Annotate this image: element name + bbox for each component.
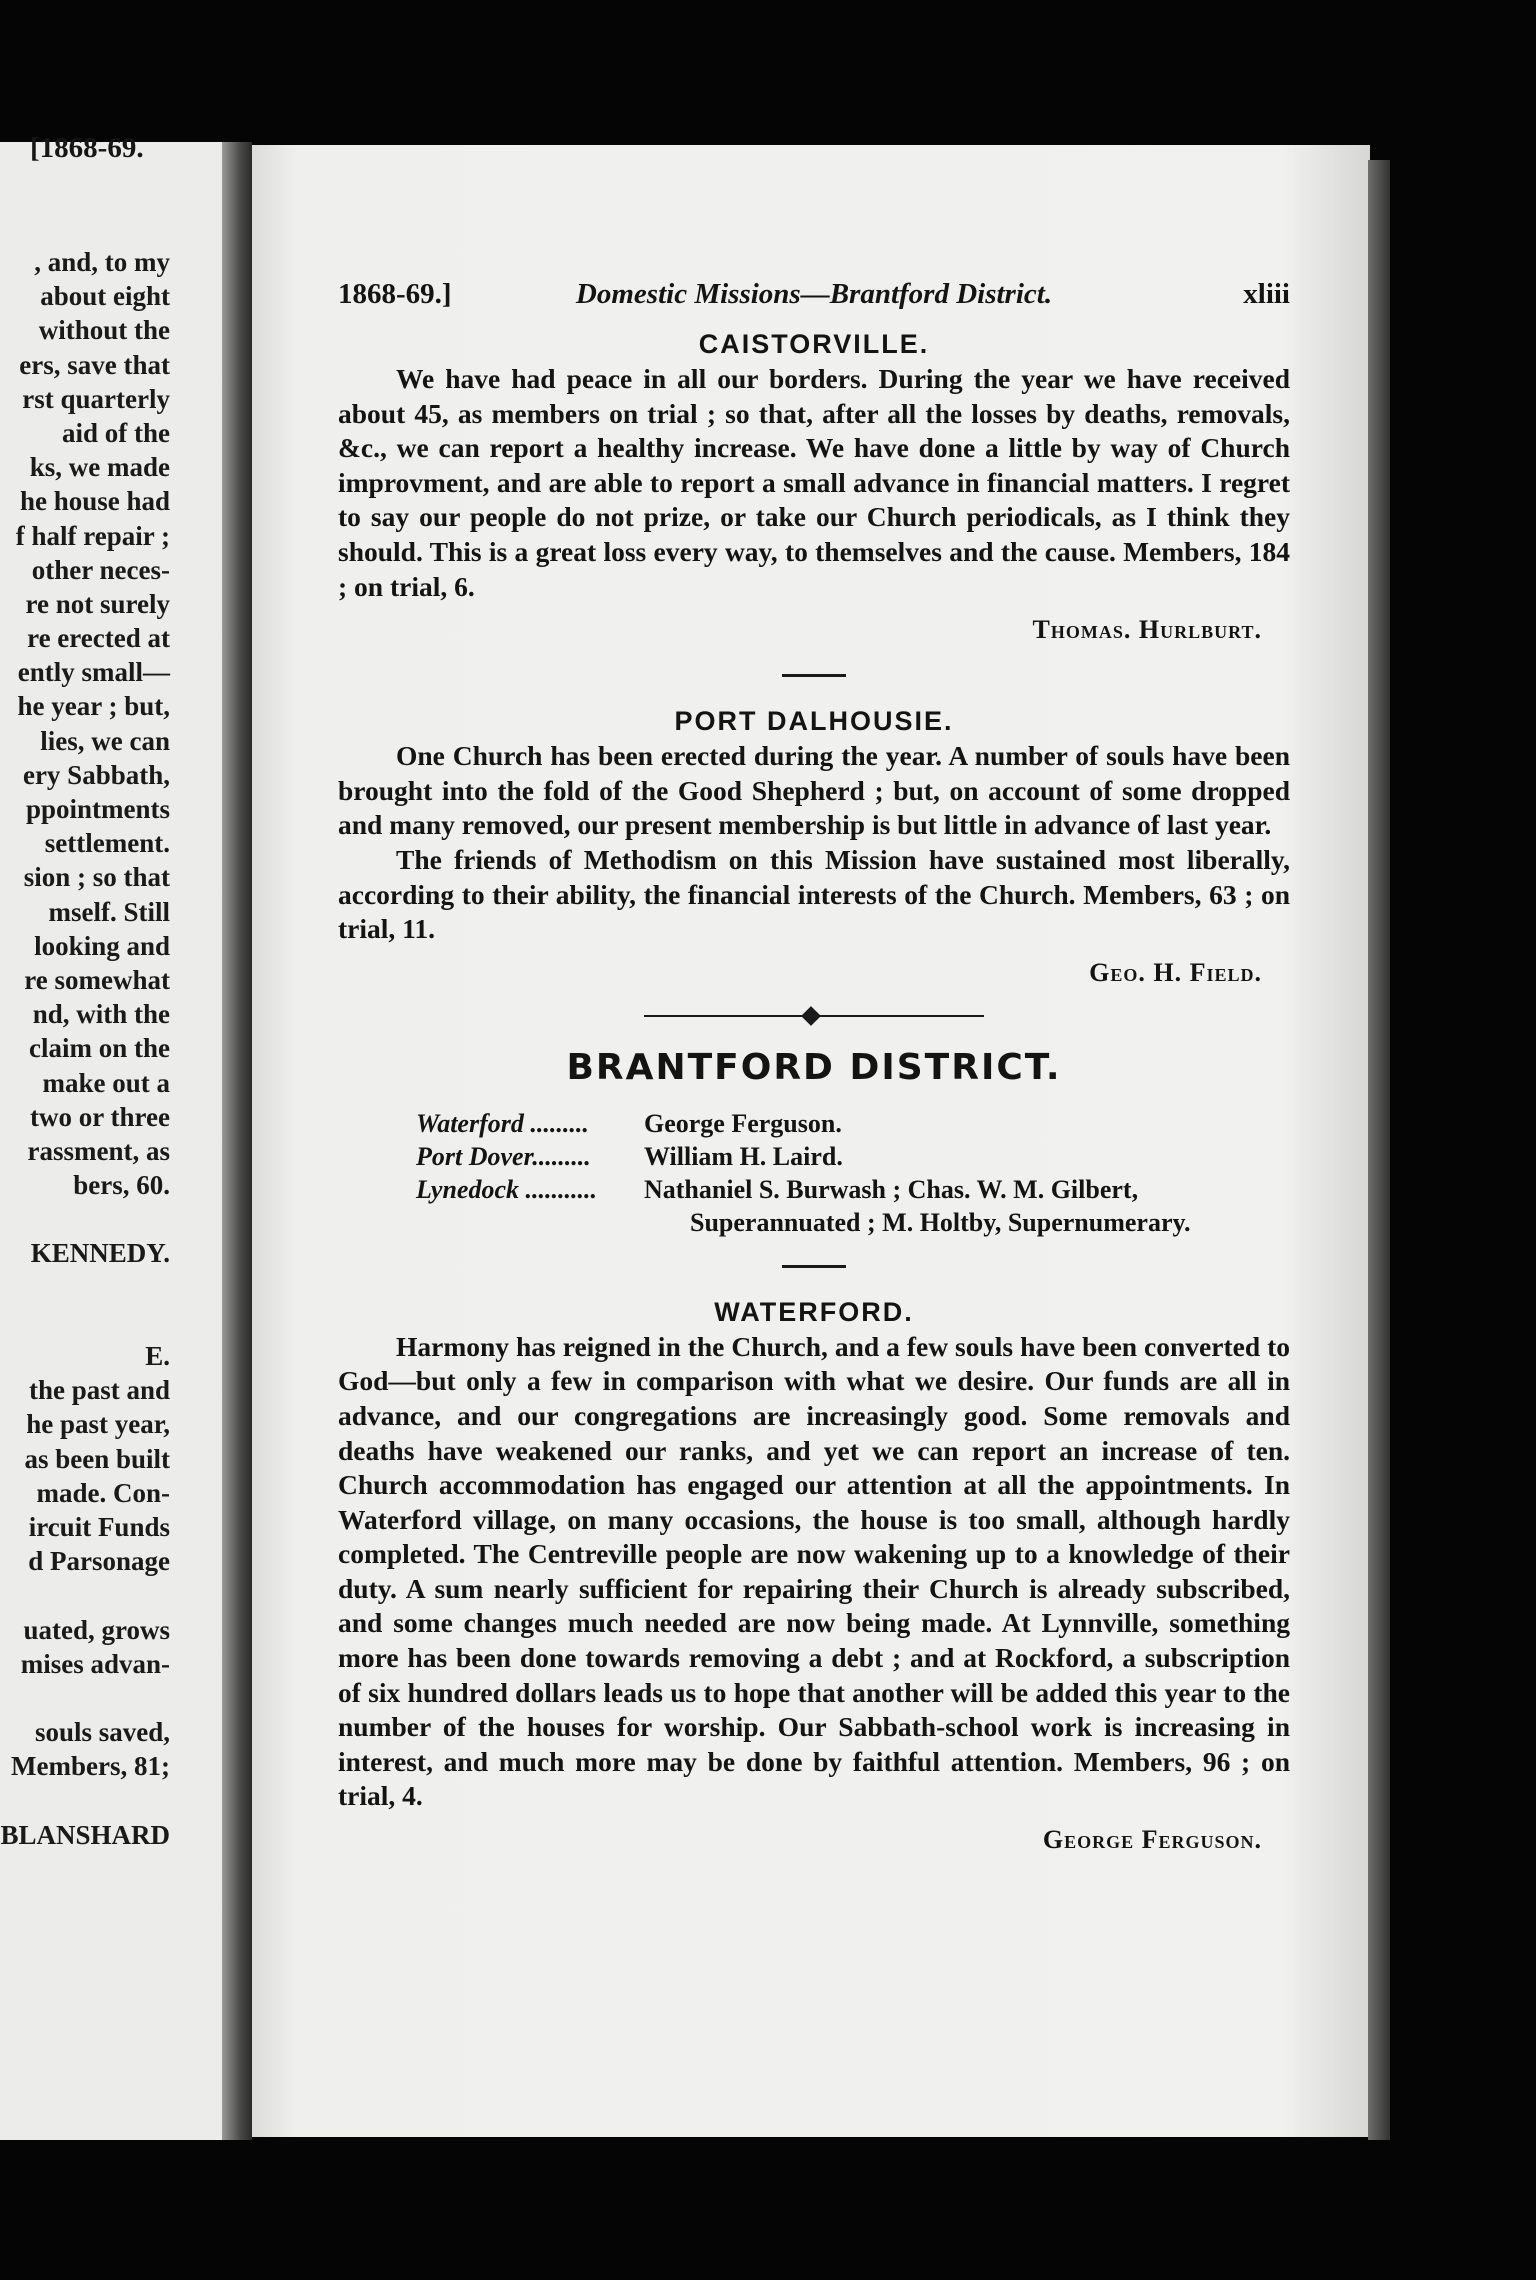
left-page-line: nd, with the bbox=[32, 999, 170, 1030]
left-page-line: he year ; but, bbox=[17, 691, 170, 722]
appointment-row bbox=[416, 1107, 1290, 1140]
appointment-place: Waterford ......... bbox=[416, 1108, 589, 1138]
left-page-line: mself. Still bbox=[48, 896, 170, 927]
waterford-signature: George Ferguson. bbox=[1042, 1825, 1262, 1855]
appointment-ministers: Nathaniel S. Burwash ; Chas. W. M. Gilbert, bbox=[644, 1174, 1139, 1204]
appointment-row bbox=[416, 1173, 1290, 1239]
left-page-line: mises advan- bbox=[20, 1648, 170, 1679]
section-title-waterford: WATERFORD. bbox=[714, 1296, 914, 1327]
left-page-line: the past and bbox=[28, 1375, 170, 1406]
section-title-port-dalhousie: PORT DALHOUSIE. bbox=[674, 706, 954, 737]
left-page-line: rst quarterly bbox=[22, 383, 170, 414]
left-page-line: Members, 81; bbox=[11, 1751, 170, 1782]
left-page-line bbox=[0, 1578, 170, 1612]
appointment-place: Port Dover......... bbox=[416, 1141, 591, 1171]
left-page-line: KENNEDY. bbox=[30, 1238, 170, 1269]
appointment-ministers: William H. Laird. bbox=[644, 1141, 843, 1171]
waterford-paragraph: Harmony has reigned in the Church, and a few souls have been converted to God—but only a few in comparison with what we desire. Our funds are all in advance, and our congregations are increasingly good. Some removals and deaths have weakened our ranks, and yet we can report an increase of ten. Church accommodation has engaged our attention at all the appointments. In Waterford village, on many occasions, the house is too small, although hardly completed. The Centreville people are now wakening up to a knowledge of their duty. A sum nearly sufficient for repairing their Church is already subscribed, and some changes much needed are now being made. At Lynnville, something more has been done towards removing a debt ; and at Rockford, a subscription of six hundred dollars leads us to hope that another will be added this year to the number of the houses for worship. Our Sabbath-school work is increasing in interest, and much more may be done by faithful attention. Members, 96 ; on trial, 4. bbox=[338, 1330, 1290, 1812]
left-page-line: E. bbox=[145, 1341, 170, 1371]
left-page-line: , and, to my bbox=[34, 247, 170, 277]
left-page-line: d Parsonage bbox=[28, 1546, 170, 1577]
left-page-line: lies, we can bbox=[40, 725, 170, 756]
left-page-line: settlement. bbox=[44, 828, 170, 859]
left-page-line: souls saved, bbox=[34, 1717, 170, 1748]
appointment-place: Lynedock ........... bbox=[416, 1174, 597, 1204]
appointment-continuation: Superannuated ; M. Holtby, Supernumerary. bbox=[690, 1207, 1191, 1237]
left-page-line: re erected at bbox=[27, 623, 170, 654]
left-page-line: ers, save that bbox=[19, 349, 170, 380]
appointment-ministers: George Ferguson. bbox=[644, 1108, 842, 1138]
running-head bbox=[338, 278, 1290, 326]
section-divider bbox=[782, 674, 846, 677]
left-page-line: about eight bbox=[40, 281, 170, 312]
left-page-line: f half repair ; bbox=[15, 520, 170, 551]
left-page-line bbox=[0, 1305, 170, 1339]
left-page-line: ently small— bbox=[17, 657, 170, 688]
left-page-line: made. Con- bbox=[36, 1477, 170, 1508]
left-page-line: two or three bbox=[30, 1101, 170, 1132]
ornamental-divider bbox=[644, 1003, 984, 1029]
caistorville-paragraph: We have had peace in all our borders. During the year we have received about 45, as members on trial ; so that, after all the losses by deaths, removals, &c., we can report a healthy increase. We have done a little by way of Church improvment, and are able to report a small advance in financial matters. I regret to say our people do not prize, or take our Church periodicals, as I think they should. This is a great loss every way, to themselves and the cause. Members, 184 ; on trial, 6. bbox=[338, 363, 1290, 602]
running-head-date: 1868-69.] bbox=[338, 278, 452, 310]
left-page-line: rassment, as bbox=[27, 1135, 170, 1166]
left-page-line: as been built bbox=[24, 1443, 170, 1474]
left-page-line: uated, grows bbox=[23, 1614, 170, 1645]
left-page-line: BLANSHARD bbox=[0, 1819, 170, 1850]
left-page-line bbox=[0, 1202, 170, 1236]
left-page-line: re not surely bbox=[25, 588, 170, 619]
appointment-row bbox=[416, 1140, 1290, 1173]
left-page-line: claim on the bbox=[29, 1033, 170, 1064]
section-title-caistorville: CAISTORVILLE. bbox=[698, 329, 930, 359]
left-page-line: ks, we made bbox=[29, 452, 170, 483]
page-number: xliii bbox=[1243, 278, 1290, 310]
left-page-line: without the bbox=[38, 315, 170, 346]
left-page-line: ircuit Funds bbox=[28, 1511, 170, 1542]
left-page-line: looking and bbox=[34, 930, 170, 961]
left-page-line: re somewhat bbox=[24, 964, 170, 995]
left-page-line: he house had bbox=[19, 486, 170, 517]
page-gutter-shadow bbox=[222, 142, 252, 2140]
left-page-line: he past year, bbox=[26, 1409, 170, 1440]
left-page-header: [1868-69. bbox=[30, 132, 144, 164]
page-content bbox=[338, 278, 1290, 1858]
left-page-line: other neces- bbox=[31, 554, 170, 585]
left-page-text bbox=[0, 245, 170, 1852]
left-page-line bbox=[0, 1783, 170, 1817]
left-page-line: sion ; so that bbox=[23, 862, 170, 893]
section-divider bbox=[782, 1265, 846, 1268]
left-page-line: aid of the bbox=[62, 417, 170, 448]
running-head-title: Domestic Missions—Brantford District. bbox=[575, 278, 1053, 310]
port-dalhousie-paragraph-1: One Church has been erected during the year. A number of souls have been brought into the fold of the Good Shepherd ; but, on account of some dropped and many removed, our present membership is but little in advance of last year. bbox=[338, 740, 1290, 841]
left-page-line bbox=[0, 1271, 170, 1305]
left-page-line: bers, 60. bbox=[73, 1170, 170, 1201]
left-page-line bbox=[0, 1681, 170, 1715]
page-edge-shadow bbox=[1368, 160, 1390, 2140]
port-dalhousie-signature: Geo. H. Field. bbox=[1089, 957, 1262, 987]
left-page-line: make out a bbox=[42, 1067, 170, 1098]
left-page-line: ppointments bbox=[25, 794, 170, 824]
left-page-line: ery Sabbath, bbox=[22, 759, 170, 790]
district-title: BRANTFORD DISTRICT. bbox=[566, 1046, 1062, 1088]
caistorville-signature: Thomas. Hurlburt. bbox=[1032, 615, 1262, 645]
port-dalhousie-paragraph-2: The friends of Methodism on this Mission have sustained most liberally, according to their ability, the financial interests of the Church. Members, 63 ; on trial, 11. bbox=[338, 843, 1290, 945]
